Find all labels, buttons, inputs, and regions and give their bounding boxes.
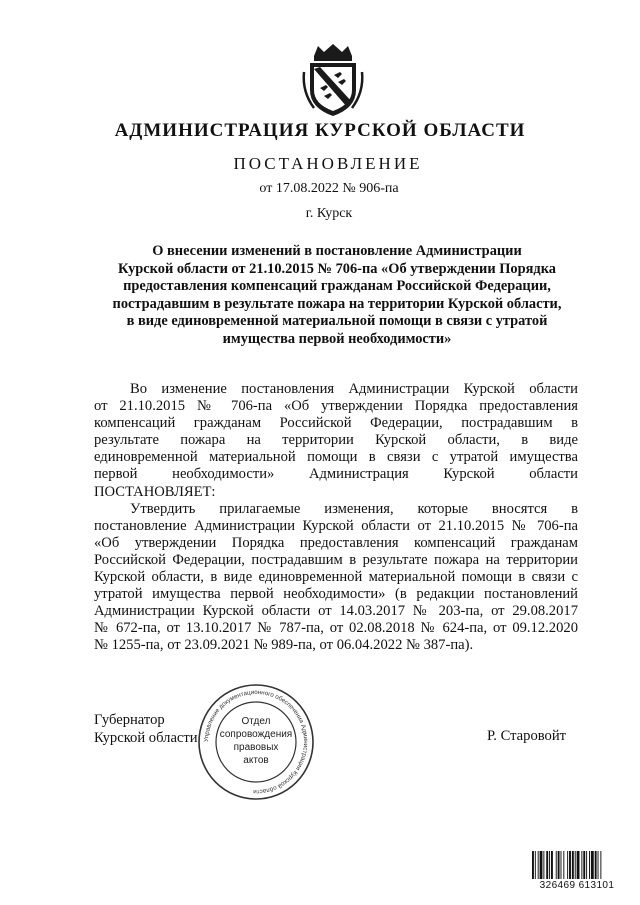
signatory-position-line: Губернатор [94, 712, 165, 728]
organization-title: АДМИНИСТРАЦИЯ КУРСКОЙ ОБЛАСТИ [114, 120, 526, 141]
barcode-bar [556, 851, 557, 879]
body-line: № 1255-па, от 23.09.2021 № 989-па, от 06.04.2022 № 387-па). [94, 637, 474, 654]
barcode-bar [540, 851, 543, 879]
body-line: Утвердить прилагаемые изменения, которые вносятся в [130, 500, 578, 517]
subject-line: Курской области от 21.10.2015 № 706-па «Об утверждении Порядка [118, 260, 556, 277]
body-line: компенсаций гражданам Российской Федерации, пострадавшим в [94, 415, 578, 432]
stamp-line: сопровождения [219, 729, 293, 740]
subject-line: пострадавшим в результате пожара на территории Курской области, [112, 295, 562, 312]
body-line: ПОСТАНОВЛЯЕТ: [94, 483, 216, 500]
barcode-bar [589, 851, 590, 879]
barcode-bar [543, 851, 544, 879]
body-line: утратой имущества первой необходимости» (в редакции постановлений [94, 586, 578, 603]
barcode-bar [583, 851, 585, 879]
stamp-line: Отдел [241, 716, 271, 727]
document-body [94, 381, 578, 655]
body-line: Во изменение постановления Администрации Курской области [130, 381, 578, 397]
barcode-bar [561, 851, 562, 879]
barcode-bar [567, 851, 568, 879]
barcode-bar [600, 851, 601, 879]
barcode-bar [581, 851, 582, 879]
barcode-bar [595, 851, 597, 879]
body-line: единовременной материальной помощи в связи с утратой имущества [94, 449, 578, 466]
barcode [531, 851, 623, 883]
barcode-bar [586, 851, 587, 879]
body-line: «Об утверждении Порядка предоставления компенсаций гражданам [94, 534, 578, 551]
body-line: первой необходимости» Администрация Курской области [94, 466, 578, 483]
document-number: от 17.08.2022 № 906-па [259, 181, 399, 196]
subject-line: имущества первой необходимости» [222, 330, 452, 347]
body-line: Администрации Курской области от 14.03.2017 № 203-па, от 29.08.2017 [94, 603, 578, 620]
barcode-number: 326469 613101 [539, 880, 615, 891]
signatory-name: Р. Старовойт [487, 728, 567, 744]
barcode-bar [546, 851, 548, 879]
subject-line: в виде единовременной материальной помощи в связи с утратой [126, 313, 548, 329]
document-city: г. Курск [305, 206, 353, 221]
barcode-bar [598, 851, 599, 879]
barcode-bar [532, 851, 534, 879]
barcode-bar [558, 851, 560, 879]
document-subject [92, 243, 582, 348]
coat-of-arms-emblem [300, 42, 366, 118]
subject-line: О внесении изменений в постановление Администрации [152, 243, 522, 259]
barcode-bar [563, 851, 564, 879]
subject-line: предоставления компенсаций гражданам Российской Федерации, [123, 278, 551, 294]
body-line: постановление Администрации Курской области от 21.10.2015 № 706-па [94, 517, 578, 534]
stamp-line: правовых [233, 742, 279, 753]
barcode-bar [577, 851, 580, 879]
signatory-position-line: Курской области [94, 730, 198, 746]
signatory-position [94, 711, 198, 747]
stamp-line: актов [243, 755, 269, 766]
barcode-bar [535, 851, 536, 879]
body-line: Российской Федерации, пострадавшим в результате пожара на территории [94, 551, 578, 568]
body-line: № 672-па, от 13.10.2017 № 787-па, от 02.08.2018 № 624-па, от 09.12.2020 [94, 620, 578, 637]
barcode-bar [569, 851, 571, 879]
barcode-bar [575, 851, 576, 879]
stamp-label [219, 715, 293, 767]
barcode-bar [549, 851, 550, 879]
barcode-bar [572, 851, 574, 879]
document-type: ПОСТАНОВЛЕНИЕ [233, 154, 423, 173]
barcode-bar [538, 851, 539, 879]
body-line: результате пожара на территории Курской области, в виде [94, 432, 578, 449]
stamp-ring-text: Управление документационного обеспечения Администрации Курской области [202, 688, 310, 796]
body-line: Курской области, в виде единовременной материальной помощи в связи с [94, 569, 578, 586]
body-line: от 21.10.2015 № 706-па «Об утверждении Порядка предоставления [94, 398, 578, 415]
barcode-bar [551, 851, 553, 879]
barcode-bar [591, 851, 594, 879]
